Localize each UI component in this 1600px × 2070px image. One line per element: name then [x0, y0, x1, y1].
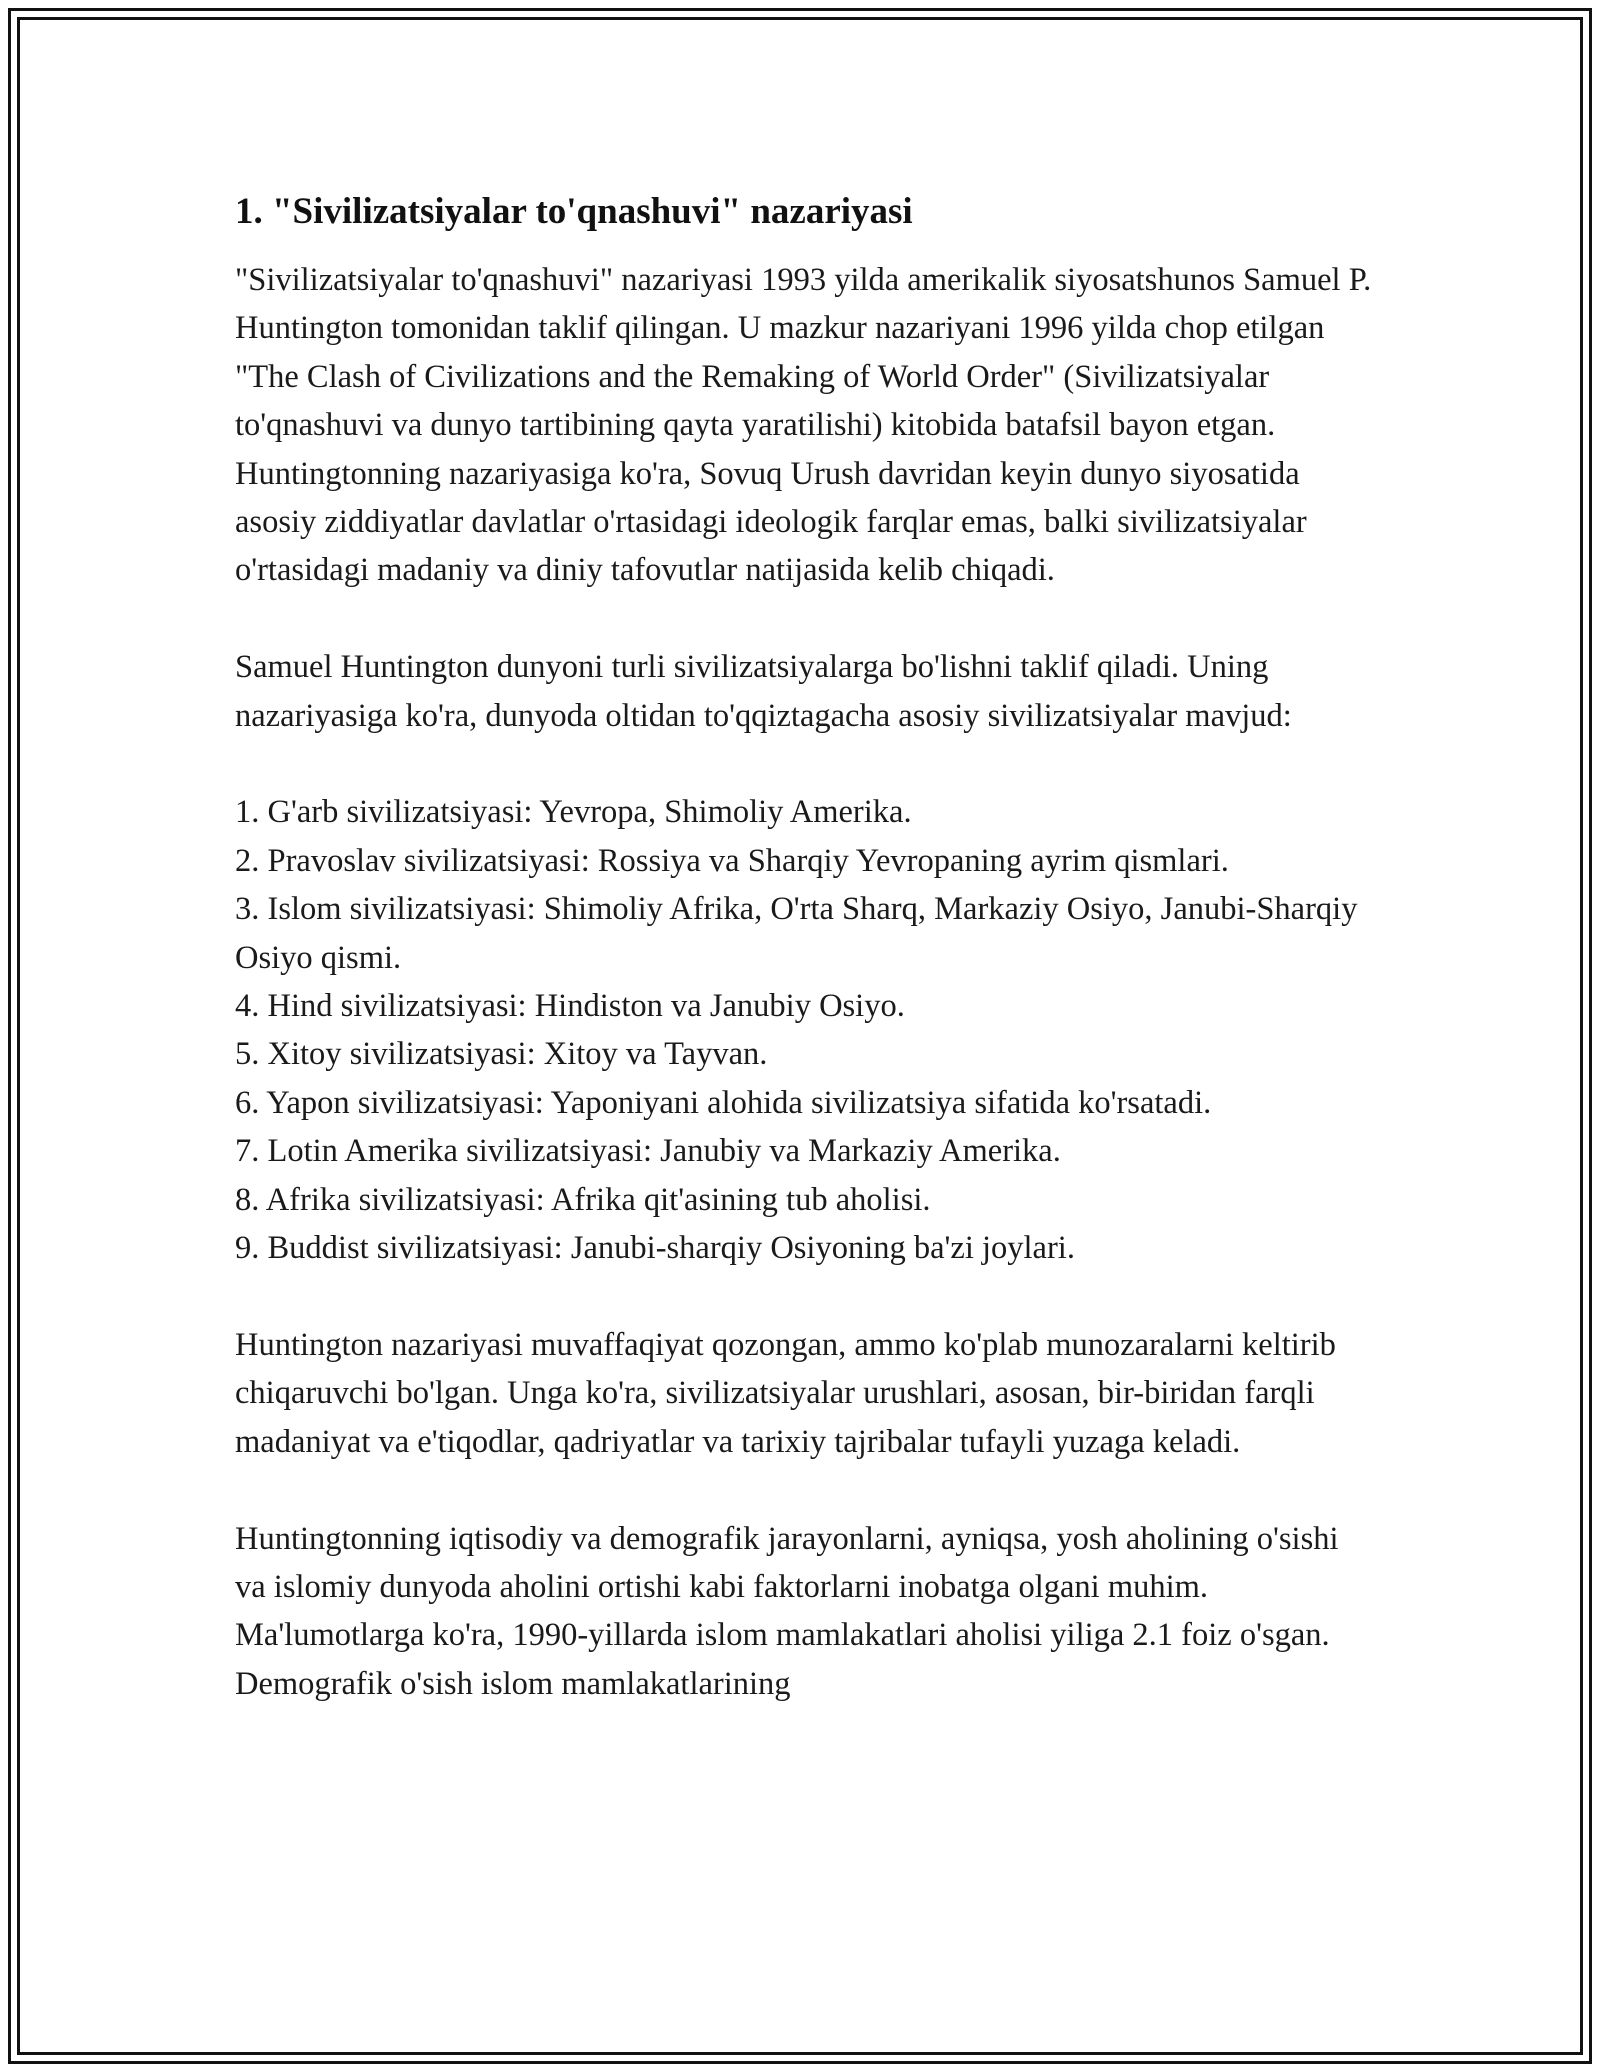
demography-paragraph: Huntingtonning iqtisodiy va demografik jarayonlarni, ayniqsa, yosh aholining o'sishi va islomiy dunyoda aholini ortishi kabi faktorlarni inobatga olgani muhim. Ma'lumotlarga ko'ra, 1990-yillarda islom mamlakatlari aholisi yiliga 2.1 foiz o'sgan. Demografik o'sish islom mamlakatlarining	[235, 1520, 1347, 1702]
paragraph-spacer	[235, 740, 1375, 788]
list-item: 9. Buddist sivilizatsiyasi: Janubi-sharqiy Osiyoning ba'zi joylari.	[235, 1230, 1075, 1267]
civilizations-list	[235, 788, 1375, 1272]
controversy-paragraph: Huntington nazariyasi muvaffaqiyat qozongan, ammo ko'plab munozaralarni keltirib chiqaruvchi bo'lgan. Unga ko'ra, sivilizatsiyalar urushlari, asosan, bir-biridan farqli madaniyat va e'tiqodlar, qadriyatlar va tarixiy tajribalar tufayli yuzaga keladi.	[235, 1326, 1345, 1460]
civilization-division-paragraph: Samuel Huntington dunyoni turli sivilizatsiyalarga bo'lishni taklif qiladi. Uning nazariyasiga ko'ra, dunyoda oltidan to'qqiztagacha asosiy sivilizatsiyalar mavjud:	[235, 649, 1292, 734]
paragraph-spacer	[235, 1466, 1375, 1514]
list-item: 6. Yapon sivilizatsiyasi: Yaponiyani alohida sivilizatsiya sifatida ko'rsatadi.	[235, 1084, 1212, 1121]
list-item: 8. Afrika sivilizatsiyasi: Afrika qit'asining tub aholisi.	[235, 1181, 931, 1218]
section-heading: 1. "Sivilizatsiyalar to'qnashuvi" nazariyasi	[235, 191, 913, 232]
list-item: 7. Lotin Amerika sivilizatsiyasi: Janubiy va Markaziy Amerika.	[235, 1133, 1061, 1170]
list-item: 2. Pravoslav sivilizatsiyasi: Rossiya va Sharqiy Yevropaning ayrim qismlari.	[235, 842, 1229, 879]
document-body	[235, 188, 1380, 1708]
list-item: 1. G'arb sivilizatsiyasi: Yevropa, Shimoliy Amerika.	[235, 794, 912, 831]
paragraph-spacer	[235, 1273, 1375, 1321]
list-item: 5. Xitoy sivilizatsiyasi: Xitoy va Tayvan.	[235, 1036, 768, 1073]
paragraph-spacer	[235, 595, 1375, 643]
intro-paragraph: "Sivilizatsiyalar to'qnashuvi" nazariyasi 1993 yilda amerikalik siyosatshunos Samuel P. Huntington tomonidan taklif qilingan. U mazkur nazariyani 1996 yilda chop etilgan "The Clash of Civilizations and the Remaking of World Order" (Sivilizatsiyalar to'qnashuvi va dunyo tartibining qayta yaratilishi) kitobida batafsil bayon etgan. Huntingtonning nazariyasiga ko'ra, Sovuq Urush davridan keyin dunyo siyosatida asosiy ziddiyatlar davlatlar o'rtasidagi ideologik farqlar emas, balki sivilizatsiyalar o'rtasidagi madaniy va diniy tafovutlar natijasida kelib chiqadi.	[235, 262, 1380, 589]
list-item: 4. Hind sivilizatsiyasi: Hindiston va Janubiy Osiyo.	[235, 988, 905, 1025]
list-item: 3. Islom sivilizatsiyasi: Shimoliy Afrika, O'rta Sharq, Markaziy Osiyo, Janubi-Sharqiy Osiyo qismi.	[235, 891, 1358, 976]
